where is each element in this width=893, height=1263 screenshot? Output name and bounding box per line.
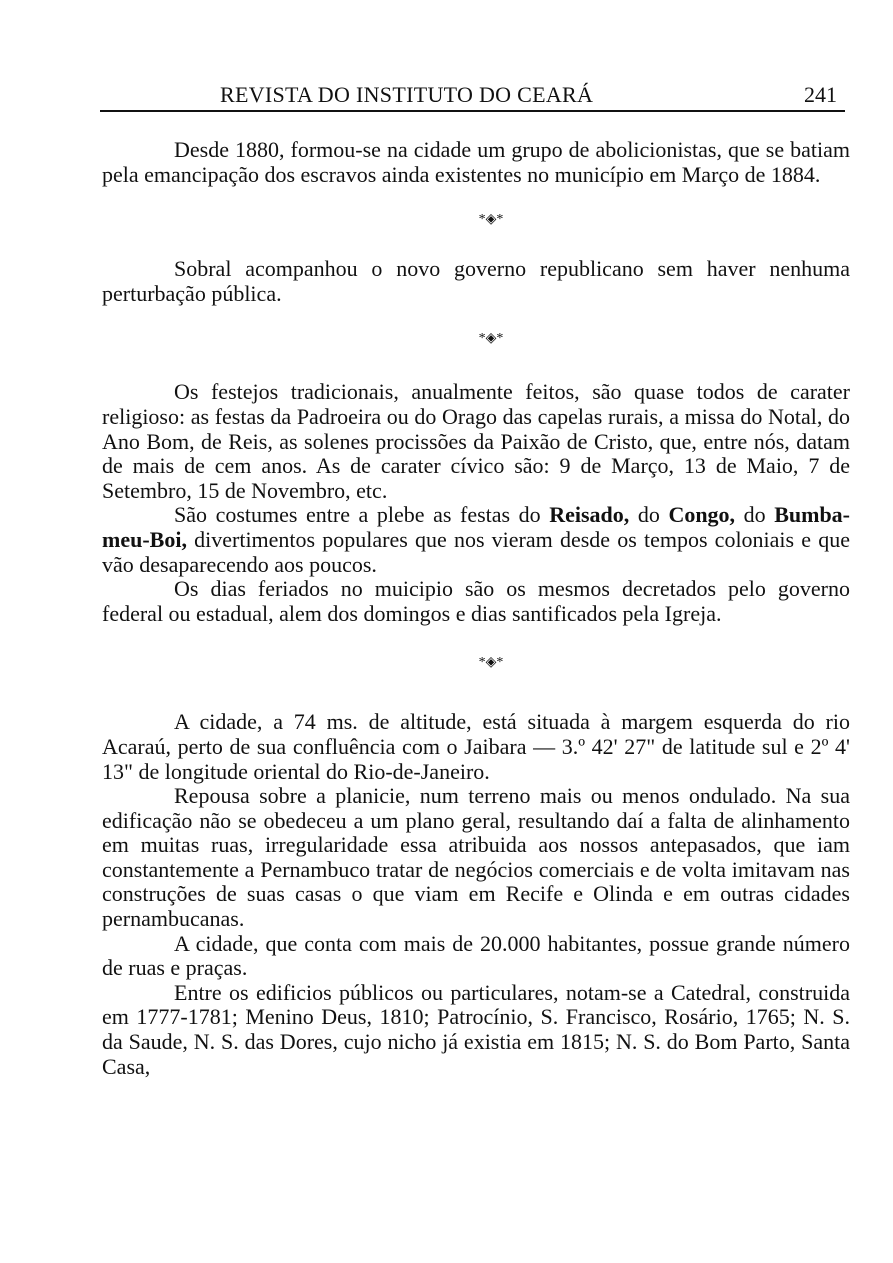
customs-text: São costumes entre a plebe as festas do (174, 502, 550, 528)
section-separator: *◈* (478, 331, 504, 347)
paragraph-republic: Sobral acompanhou o novo governo republicano sem haver nenhuma perturbação pública. (102, 256, 850, 306)
paragraph-buildings: Entre os edificios públicos ou particulares, notam-se a Catedral, construida em 1777-1781; Menino Deus, 1810; Patrocínio, S. Francisco, Rosário, 1765; N. S. da Saude, N. S. das Dores, cujo nicho já existia em 1815; N. S. do Bom Parto, Santa Casa, (102, 979, 850, 1079)
page-number: 241 (804, 82, 837, 107)
running-header (100, 76, 845, 112)
reisado-term: Reisado, (549, 502, 630, 528)
journal-title: REVISTA DO INSTITUTO DO CEARÁ (220, 82, 594, 107)
paragraph-location: A cidade, a 74 ms. de altitude, está situada à margem esquerda do rio Acaraú, perto de sua confluência com o Jaibara — 3.º 42' 27" de latitude sul e 2º 4' 13" de longitude oriental do Rio-de-Janeiro. (102, 709, 850, 784)
paragraph-popular-customs (102, 503, 850, 577)
congo-term: Congo, (668, 502, 736, 528)
customs-text: do (735, 502, 775, 528)
section-separator: *◈* (478, 212, 504, 228)
paragraph-abolitionists: Desde 1880, formou-se na cidade um grupo de abolicionistas, que se batiam pela emancipação dos escravos ainda existentes no município em Março de 1884. (102, 137, 850, 187)
customs-text: divertimentos populares que nos vieram desde os tempos coloniais e que vão desaparecendo aos poucos. (102, 526, 850, 577)
section-separator: *◈* (478, 655, 504, 671)
customs-text: do (629, 502, 669, 528)
paragraph-festivities: Os festejos tradicionais, anualmente feitos, são quase todos de carater religioso: as festas da Padroeira ou do Orago das capelas rurais, a missa do Notal, do Ano Bom, de Reis, as solenes procissões da Paixão de Cristo, que, entre nós, datam de mais de cem anos. As de carater cívico são: 9 de Março, 13 de Maio, 7 de Setembro, 15 de Novembro, etc. (102, 379, 850, 503)
paragraph-holidays: Os dias feriados no muicipio são os mesmos decretados pelo governo federal ou estadual, alem dos domingos e dias santificados pela Igreja. (102, 576, 850, 626)
page-body (102, 138, 850, 1079)
paragraph-population: A cidade, que conta com mais de 20.000 habitantes, possue grande número de ruas e praças. (102, 930, 850, 981)
bumba-meu-boi-term: Bumba-meu-Boi, (102, 502, 850, 552)
paragraph-terrain: Repousa sobre a planicie, num terreno mais ou menos ondulado. Na sua edificação não se obedeceu a um plano geral, resultando daí a falta de alinhamento em muitas ruas, irregularidade essa atribuida aos nossos antepasados, que iam constantemente a Pernambuco tratar de negócios comerciais e de volta imitavam nas construções de suas casas o que viam em Recife e Olinda e em outras cidades pernambucanas. (102, 783, 850, 932)
